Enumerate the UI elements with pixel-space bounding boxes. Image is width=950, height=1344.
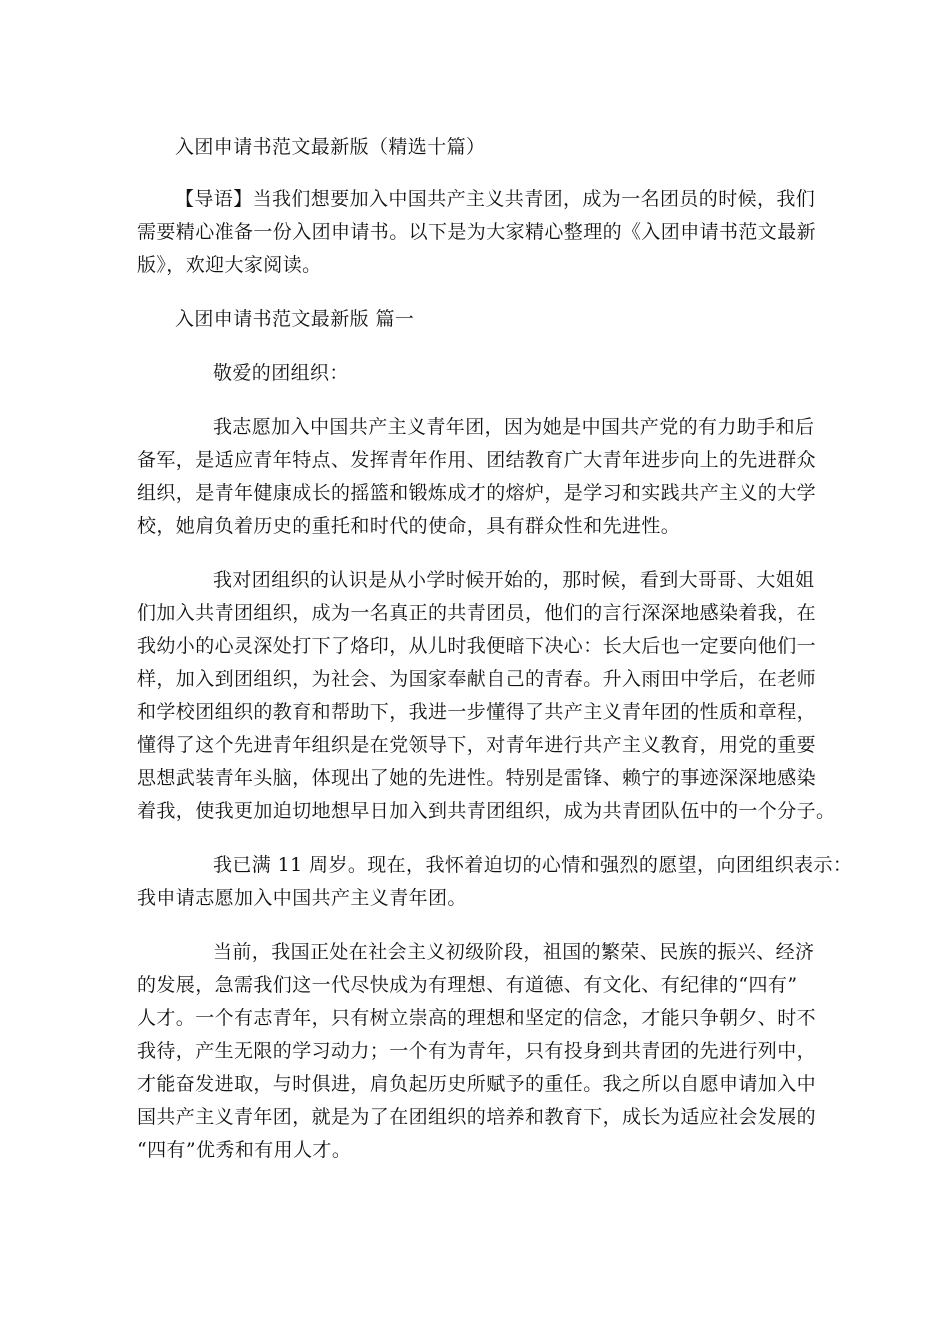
body-paragraph-1 <box>137 411 833 543</box>
paragraph-line: 我对团组织的认识是从小学时候开始的，那时候，看到大哥哥、大姐姐 <box>213 569 815 591</box>
paragraph-line: 们加入共青团组织，成为一名真正的共青团员，他们的言行深深地感染着我，在 <box>137 602 817 624</box>
document-body <box>137 131 853 1167</box>
paragraph-line: 的发展，急需我们这一代尽快成为有理想、有道德、有文化、有纪律的“四有” <box>137 974 798 996</box>
paragraph-line: 人才。一个有志青年，只有树立崇高的理想和坚定的信念，才能只争朝夕、时不 <box>137 1007 817 1029</box>
paragraph-line: 才能奋发进取，与时俱进，肩负起历史所赋予的重任。我之所以自愿申请加入中 <box>137 1073 817 1095</box>
paragraph-line: 样，加入到团组织，为社会、为国家奉献自己的青春。升入雨田中学后，在老师 <box>137 668 817 690</box>
intro-line: 版》，欢迎大家阅读。 <box>137 254 322 276</box>
paragraph-line: 当前，我国正处在社会主义初级阶段，祖国的繁荣、民族的振兴、经济 <box>213 941 815 963</box>
paragraph-line: 国共产主义青年团，就是为了在团组织的培养和教育下，成长为适应社会发展的 <box>137 1106 817 1128</box>
document-title-block <box>137 131 833 164</box>
paragraph-line: 组织，是青年健康成长的摇篮和锻炼成才的熔炉，是学习和实践共产主义的大学 <box>137 482 817 504</box>
paragraph-line: 着我，使我更加迫切地想早日加入到共青团组织，成为共青团队伍中的一个分子。 <box>137 800 836 822</box>
paragraph-line: 校，她肩负着历史的重托和时代的使命，具有群众性和先进性。 <box>137 515 681 537</box>
document-title: 入团申请书范文最新版（精选十篇） <box>175 136 486 158</box>
body-paragraph-2 <box>137 564 836 828</box>
salutation: 敬爱的团组织： <box>213 362 349 384</box>
paragraph-line: 我申请志愿加入中国共产主义青年团。 <box>137 887 467 909</box>
paragraph-line: 和学校团组织的教育和帮助下，我进一步懂得了共产主义青年团的性质和章程， <box>137 701 817 723</box>
intro-paragraph <box>137 183 833 282</box>
paragraph-line: 思想武装青年头脑，体现出了她的先进性。特别是雷锋、赖宁的事迹深深地感染 <box>137 767 817 789</box>
intro-line: 需要精心准备一份入团申请书。以下是为大家精心整理的《入团申请书范文最新 <box>137 221 817 243</box>
paragraph-line: 我志愿加入中国共产主义青年团，因为她是中国共产党的有力助手和后 <box>213 416 815 438</box>
section-heading-block <box>137 303 833 336</box>
body-paragraph-3 <box>137 849 853 915</box>
paragraph-line: 懂得了这个先进青年组织是在党领导下，对青年进行共产主义教育，用党的重要 <box>137 734 817 756</box>
paragraph-line: 我已满 11 周岁。现在，我怀着迫切的心情和强烈的愿望，向团组织表示： <box>213 854 853 876</box>
salutation-block <box>137 357 833 390</box>
paragraph-line: 我幼小的心灵深处打下了烙印，从儿时我便暗下决心：长大后也一定要向他们一 <box>137 635 817 657</box>
body-paragraph-4 <box>137 936 833 1167</box>
intro-line: 【导语】当我们想要加入中国共产主义共青团，成为一名团员的时候，我们 <box>175 188 816 210</box>
section-heading: 入团申请书范文最新版 篇一 <box>175 308 415 330</box>
paragraph-line: “四有”优秀和有用人才。 <box>137 1139 352 1161</box>
paragraph-line: 我待，产生无限的学习动力；一个有为青年，只有投身到共青团的先进行列中， <box>137 1040 817 1062</box>
paragraph-line: 备军，是适应青年特点、发挥青年作用、团结教育广大青年进步向上的先进群众 <box>137 449 817 471</box>
